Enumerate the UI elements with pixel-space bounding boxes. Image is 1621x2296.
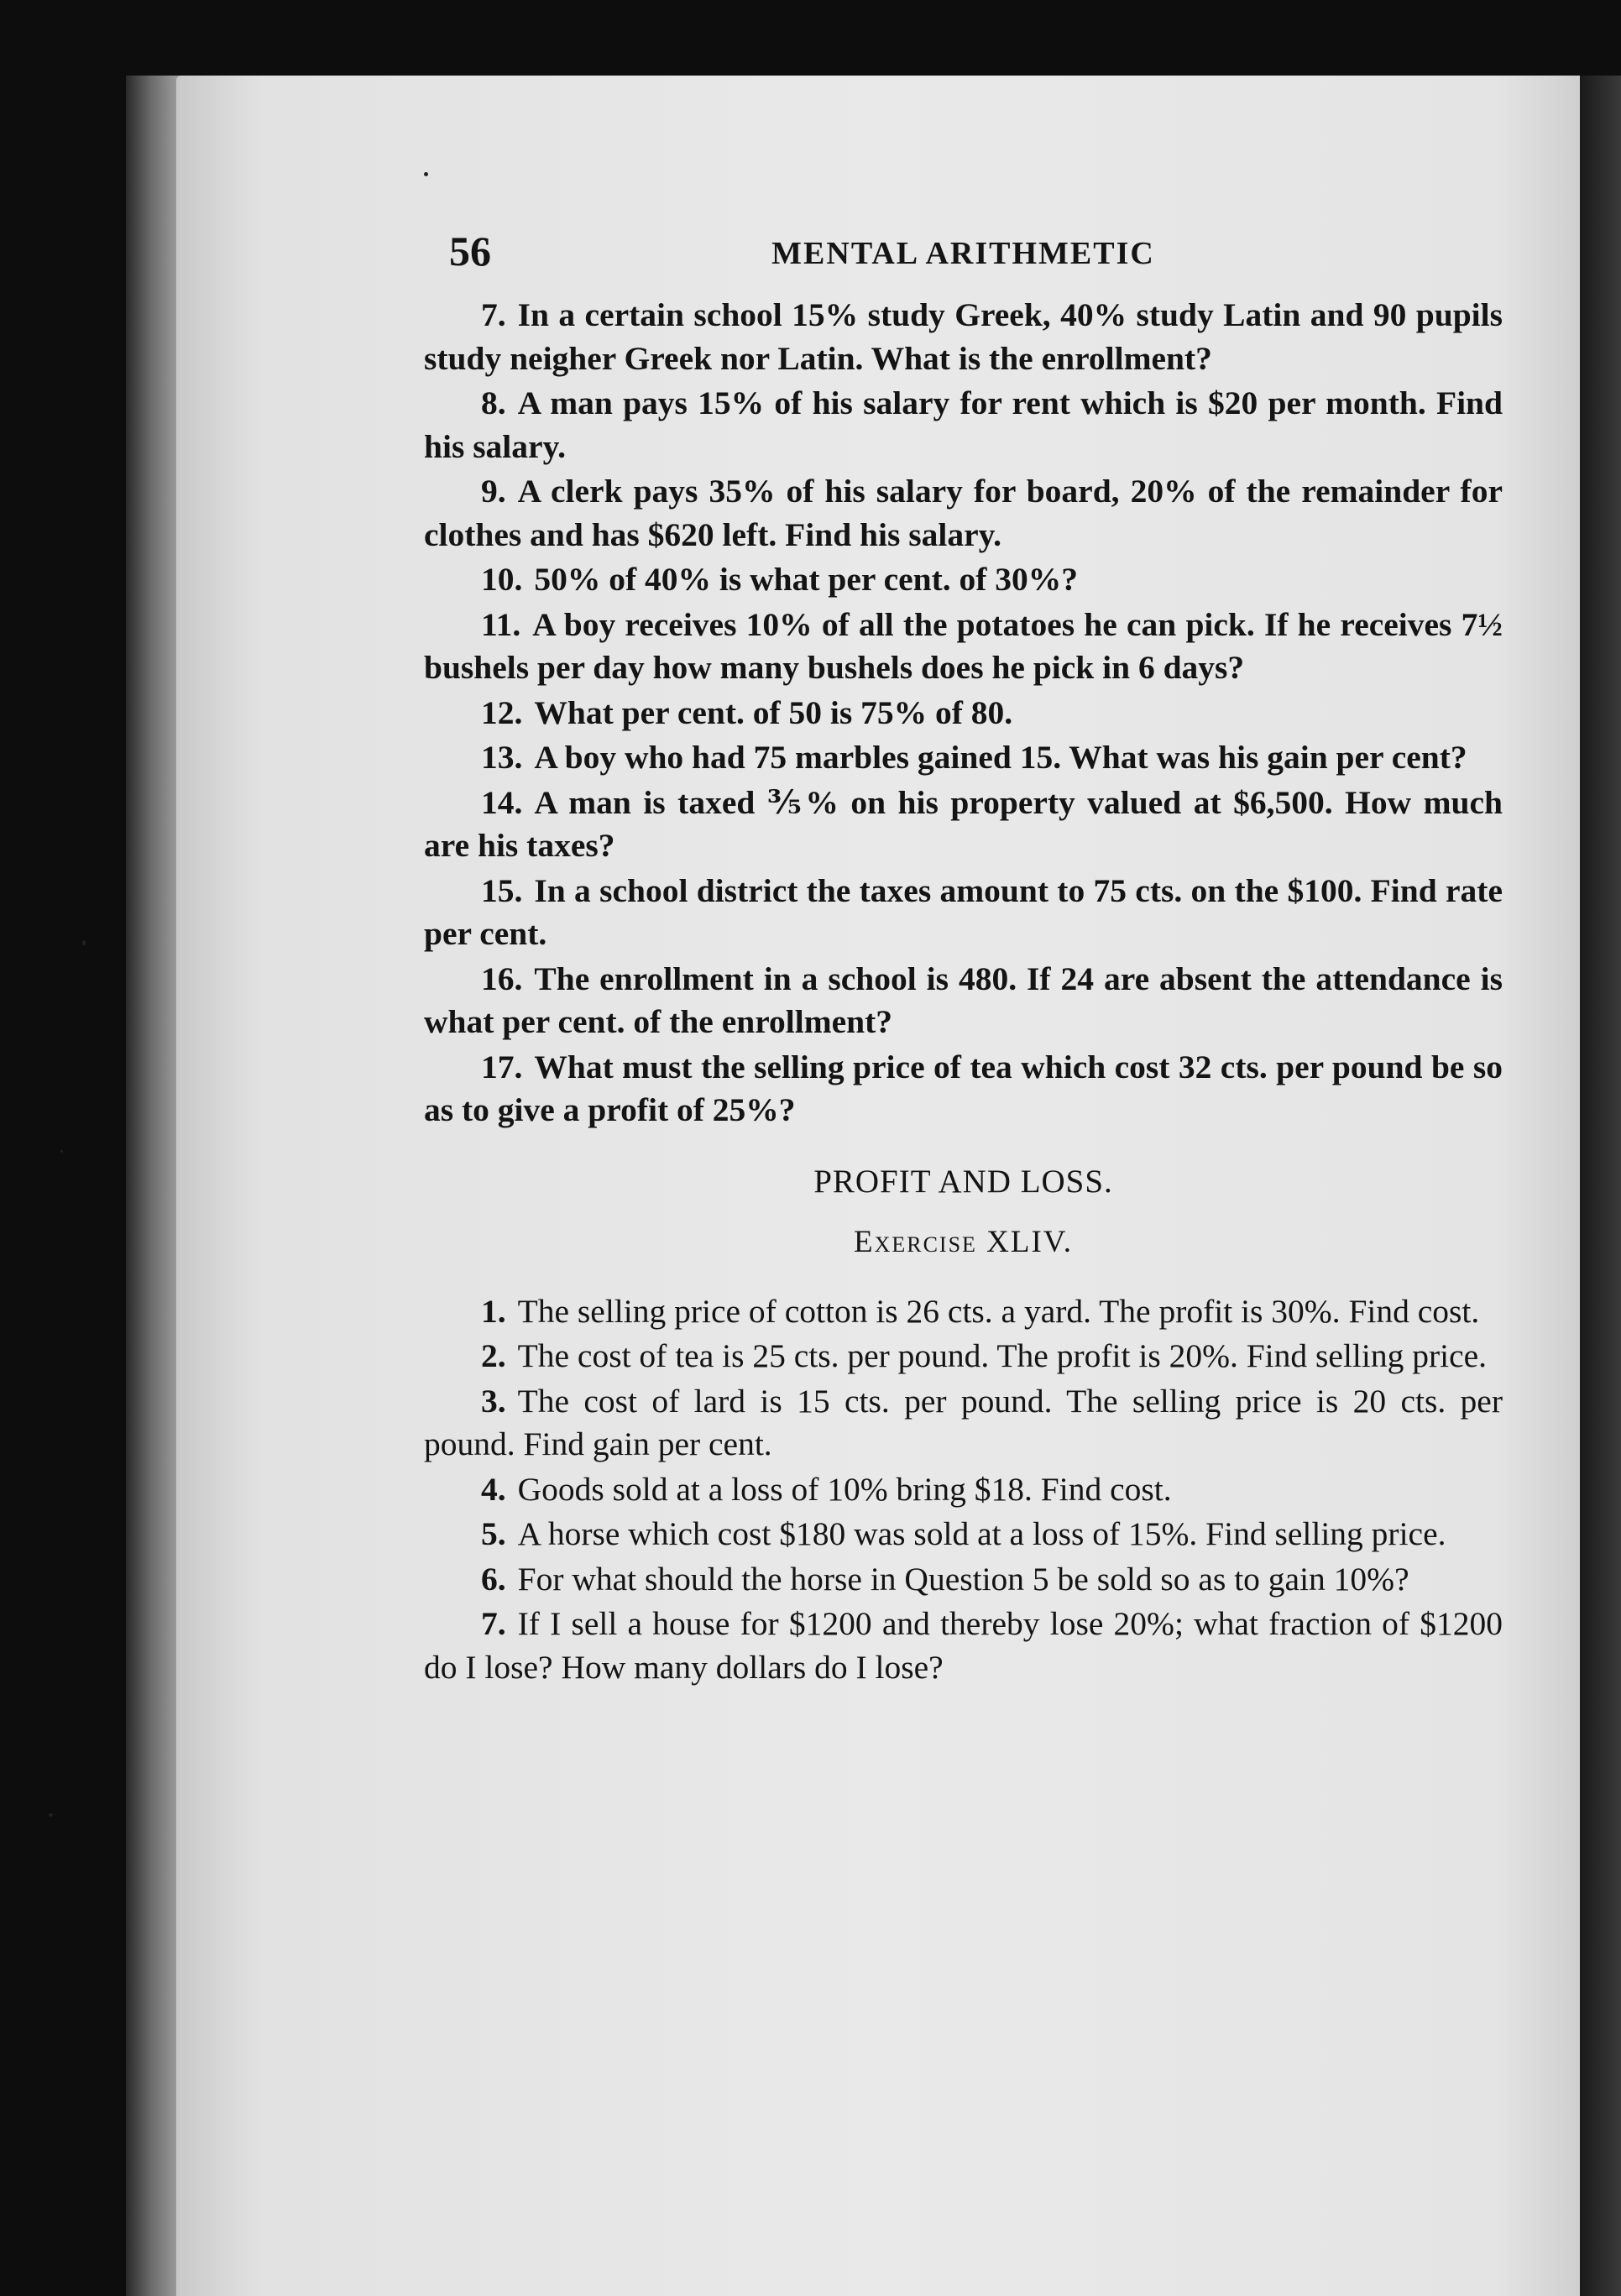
problem-item	[424, 470, 1503, 557]
problem-item	[424, 558, 1503, 602]
problem-item	[424, 1603, 1503, 1689]
problem-text: 50% of 40% is what per cent. of 30%?	[534, 561, 1079, 598]
problem-number: 7.	[481, 296, 506, 333]
problem-text: A man is taxed ⅗% on his property valued at $6,500. How much are his taxes?	[424, 783, 1503, 864]
problem-item	[424, 736, 1503, 780]
problem-item	[424, 870, 1503, 956]
problem-number: 13.	[481, 739, 523, 776]
scan-speck	[60, 1150, 63, 1153]
problem-text: A clerk pays 35% of his salary for board, 20% of the remainder for clothes and has $620 left. Find his salary.	[424, 473, 1503, 553]
next-page-edge	[1580, 76, 1621, 2296]
problem-number: 11.	[481, 605, 521, 643]
problem-text: What per cent. of 50 is 75% of 80.	[534, 693, 1013, 731]
problem-text: A boy receives 10% of all the potatoes he can pick. If he receives 7½ bushels per day how many bushels does he pick in 6 days?	[424, 605, 1503, 686]
problem-item	[424, 692, 1503, 735]
problem-text: The enrollment in a school is 480. If 24 are absent the attendance is what per cent. of the enrollment?	[424, 960, 1503, 1040]
problem-item	[424, 782, 1503, 868]
problem-number: 8.	[481, 384, 506, 421]
problem-text: A boy who had 75 marbles gained 15. What was his gain per cent?	[534, 739, 1467, 776]
problem-number: 2.	[481, 1337, 506, 1374]
scan-speck	[49, 1813, 53, 1817]
problem-item	[424, 1046, 1503, 1132]
problem-number: 10.	[481, 561, 523, 598]
problem-text: What must the selling price of tea which cost 32 cts. per pound be so as to give a profit of 25%?	[424, 1048, 1503, 1128]
problem-number: 9.	[481, 473, 506, 510]
problem-number: 5.	[481, 1515, 506, 1552]
problem-item	[424, 1290, 1503, 1334]
problem-text: The selling price of cotton is 26 cts. a yard. The profit is 30%. Find cost.	[517, 1292, 1480, 1330]
problem-text: The cost of tea is 25 cts. per pound. The profit is 20%. Find selling price.	[517, 1337, 1488, 1374]
problem-text: The cost of lard is 15 cts. per pound. The selling price is 20 cts. per pound. Find gain per cent.	[424, 1382, 1503, 1462]
page-number: 56	[449, 228, 491, 275]
exercise-heading: Exercise XLIV.	[853, 1224, 1074, 1259]
problem-item	[424, 382, 1503, 468]
problem-item	[424, 1335, 1503, 1378]
problem-text: For what should the horse in Question 5 be sold so as to gain 10%?	[517, 1560, 1409, 1598]
scan-speck	[82, 940, 86, 945]
page-header	[424, 227, 1503, 294]
problem-item	[424, 1558, 1503, 1602]
problem-list-percentage	[424, 294, 1503, 1132]
problem-number: 17.	[481, 1048, 523, 1085]
problem-list-profit-loss	[424, 1290, 1503, 1690]
problem-number: 4.	[481, 1470, 506, 1508]
problem-text: Goods sold at a loss of 10% bring $18. Find cost.	[517, 1470, 1172, 1508]
problem-item	[424, 1468, 1503, 1512]
problem-number: 12.	[481, 693, 523, 731]
page-content	[424, 227, 1503, 1691]
problem-number: 15.	[481, 871, 523, 909]
problem-number: 16.	[481, 960, 523, 997]
problem-text: A man pays 15% of his salary for rent which is $20 per month. Find his salary.	[424, 384, 1503, 465]
problem-item	[424, 958, 1503, 1044]
problem-item	[424, 294, 1503, 380]
scan-speck	[424, 172, 428, 176]
running-title: MENTAL ARITHMETIC	[771, 236, 1155, 271]
problem-text: In a school district the taxes amount to 75 cts. on the $100. Find rate per cent.	[424, 871, 1503, 952]
problem-item	[424, 1380, 1503, 1467]
problem-item	[424, 1513, 1503, 1556]
problem-number: 7.	[481, 1605, 506, 1642]
problem-number: 14.	[481, 783, 523, 821]
problem-text: A horse which cost $180 was sold at a loss of 15%. Find selling price.	[517, 1515, 1446, 1552]
problem-item	[424, 604, 1503, 690]
problem-number: 3.	[481, 1382, 506, 1420]
problem-text: If I sell a house for $1200 and thereby lose 20%; what fraction of $1200 do I lose? How many dollars do I lose?	[424, 1605, 1503, 1686]
problem-text: In a certain school 15% study Greek, 40% study Latin and 90 pupils study neigher Greek nor Latin. What is the enrollment?	[424, 296, 1503, 377]
problem-number: 1.	[481, 1292, 506, 1330]
problem-number: 6.	[481, 1560, 506, 1598]
section-heading: PROFIT AND LOSS.	[813, 1163, 1113, 1200]
